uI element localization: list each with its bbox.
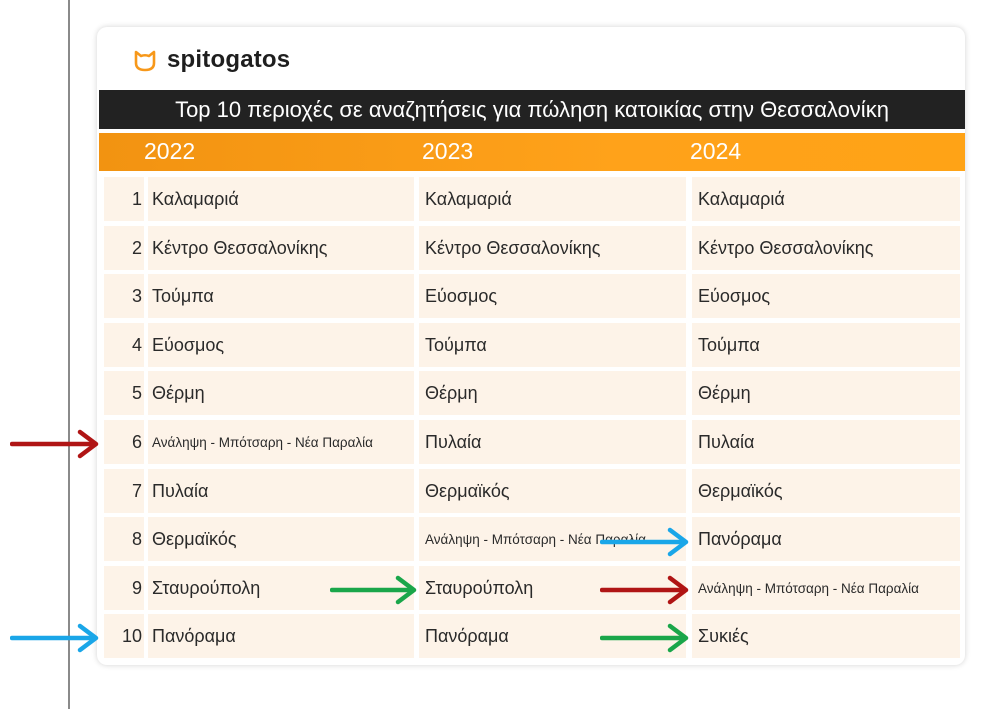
cell-2023: Ανάληψη - Μπότσαρη - Νέα Παραλία (419, 517, 686, 561)
cell-2024: Ανάληψη - Μπότσαρη - Νέα Παραλία (692, 566, 960, 610)
green-arrow-icon (330, 575, 420, 605)
rank-cell: 5 (104, 371, 144, 415)
table-row (104, 274, 960, 318)
rank-cell: 7 (104, 469, 144, 513)
rank-cell: 2 (104, 226, 144, 270)
ranking-card (97, 27, 965, 665)
year-header-bar (99, 133, 965, 171)
cell-2022: Καλαμαριά (148, 177, 414, 221)
cell-2024: Καλαμαριά (692, 177, 960, 221)
cell-2024: Κέντρο Θεσσαλονίκης (692, 226, 960, 270)
table-row (104, 469, 960, 513)
rank-cell: 4 (104, 323, 144, 367)
cell-2022: Σταυρούπολη (148, 566, 414, 610)
table-row (104, 566, 960, 610)
cell-2024: Εύοσμος (692, 274, 960, 318)
cell-2023: Πυλαία (419, 420, 686, 464)
table-row (104, 323, 960, 367)
cell-2022: Πανόραμα (148, 614, 414, 658)
table-row (104, 420, 960, 464)
cell-2023: Πανόραμα (419, 614, 686, 658)
year-header-2024: 2024 (690, 138, 742, 164)
cell-2022: Ανάληψη - Μπότσαρη - Νέα Παραλία (148, 420, 414, 464)
cell-2024: Τούμπα (692, 323, 960, 367)
brand-name: spitogatos (167, 46, 291, 73)
year-header-2023: 2023 (422, 138, 474, 164)
left-divider-line (68, 0, 70, 709)
cell-2023: Θερμαϊκός (419, 469, 686, 513)
rank-cell: 10 (104, 614, 144, 658)
rank-cell: 3 (104, 274, 144, 318)
cell-2022: Θέρμη (148, 371, 414, 415)
cat-logo-icon (131, 46, 159, 74)
brand-logo (131, 44, 290, 76)
table-row (104, 614, 960, 658)
cell-2023: Τούμπα (419, 323, 686, 367)
red-arrow-icon (600, 575, 692, 605)
cell-2024: Πανόραμα (692, 517, 960, 561)
table-row (104, 226, 960, 270)
red-arrow-icon (10, 429, 102, 459)
green-arrow-icon (600, 623, 692, 653)
rank-cell: 6 (104, 420, 144, 464)
cell-2022: Τούμπα (148, 274, 414, 318)
rank-cell: 9 (104, 566, 144, 610)
table-row (104, 177, 960, 221)
table-title: Top 10 περιοχές σε αναζητήσεις για πώληση κατοικίας στην Θεσσαλονίκη (99, 90, 965, 129)
cell-2022: Εύοσμος (148, 323, 414, 367)
cell-2023: Θέρμη (419, 371, 686, 415)
cell-2024: Πυλαία (692, 420, 960, 464)
cell-2024: Θέρμη (692, 371, 960, 415)
cell-2022: Πυλαία (148, 469, 414, 513)
rank-cell: 8 (104, 517, 144, 561)
cell-2023: Σταυρούπολη (419, 566, 686, 610)
blue-arrow-icon (10, 623, 102, 653)
cell-2023: Εύοσμος (419, 274, 686, 318)
blue-arrow-icon (600, 527, 692, 557)
table-row (104, 517, 960, 561)
cell-2024: Θερμαϊκός (692, 469, 960, 513)
cell-2024: Συκιές (692, 614, 960, 658)
table-row (104, 371, 960, 415)
rank-cell: 1 (104, 177, 144, 221)
cell-2023: Καλαμαριά (419, 177, 686, 221)
cell-2022: Θερμαϊκός (148, 517, 414, 561)
cell-2022: Κέντρο Θεσσαλονίκης (148, 226, 414, 270)
year-header-2022: 2022 (144, 138, 196, 164)
cell-2023: Κέντρο Θεσσαλονίκης (419, 226, 686, 270)
